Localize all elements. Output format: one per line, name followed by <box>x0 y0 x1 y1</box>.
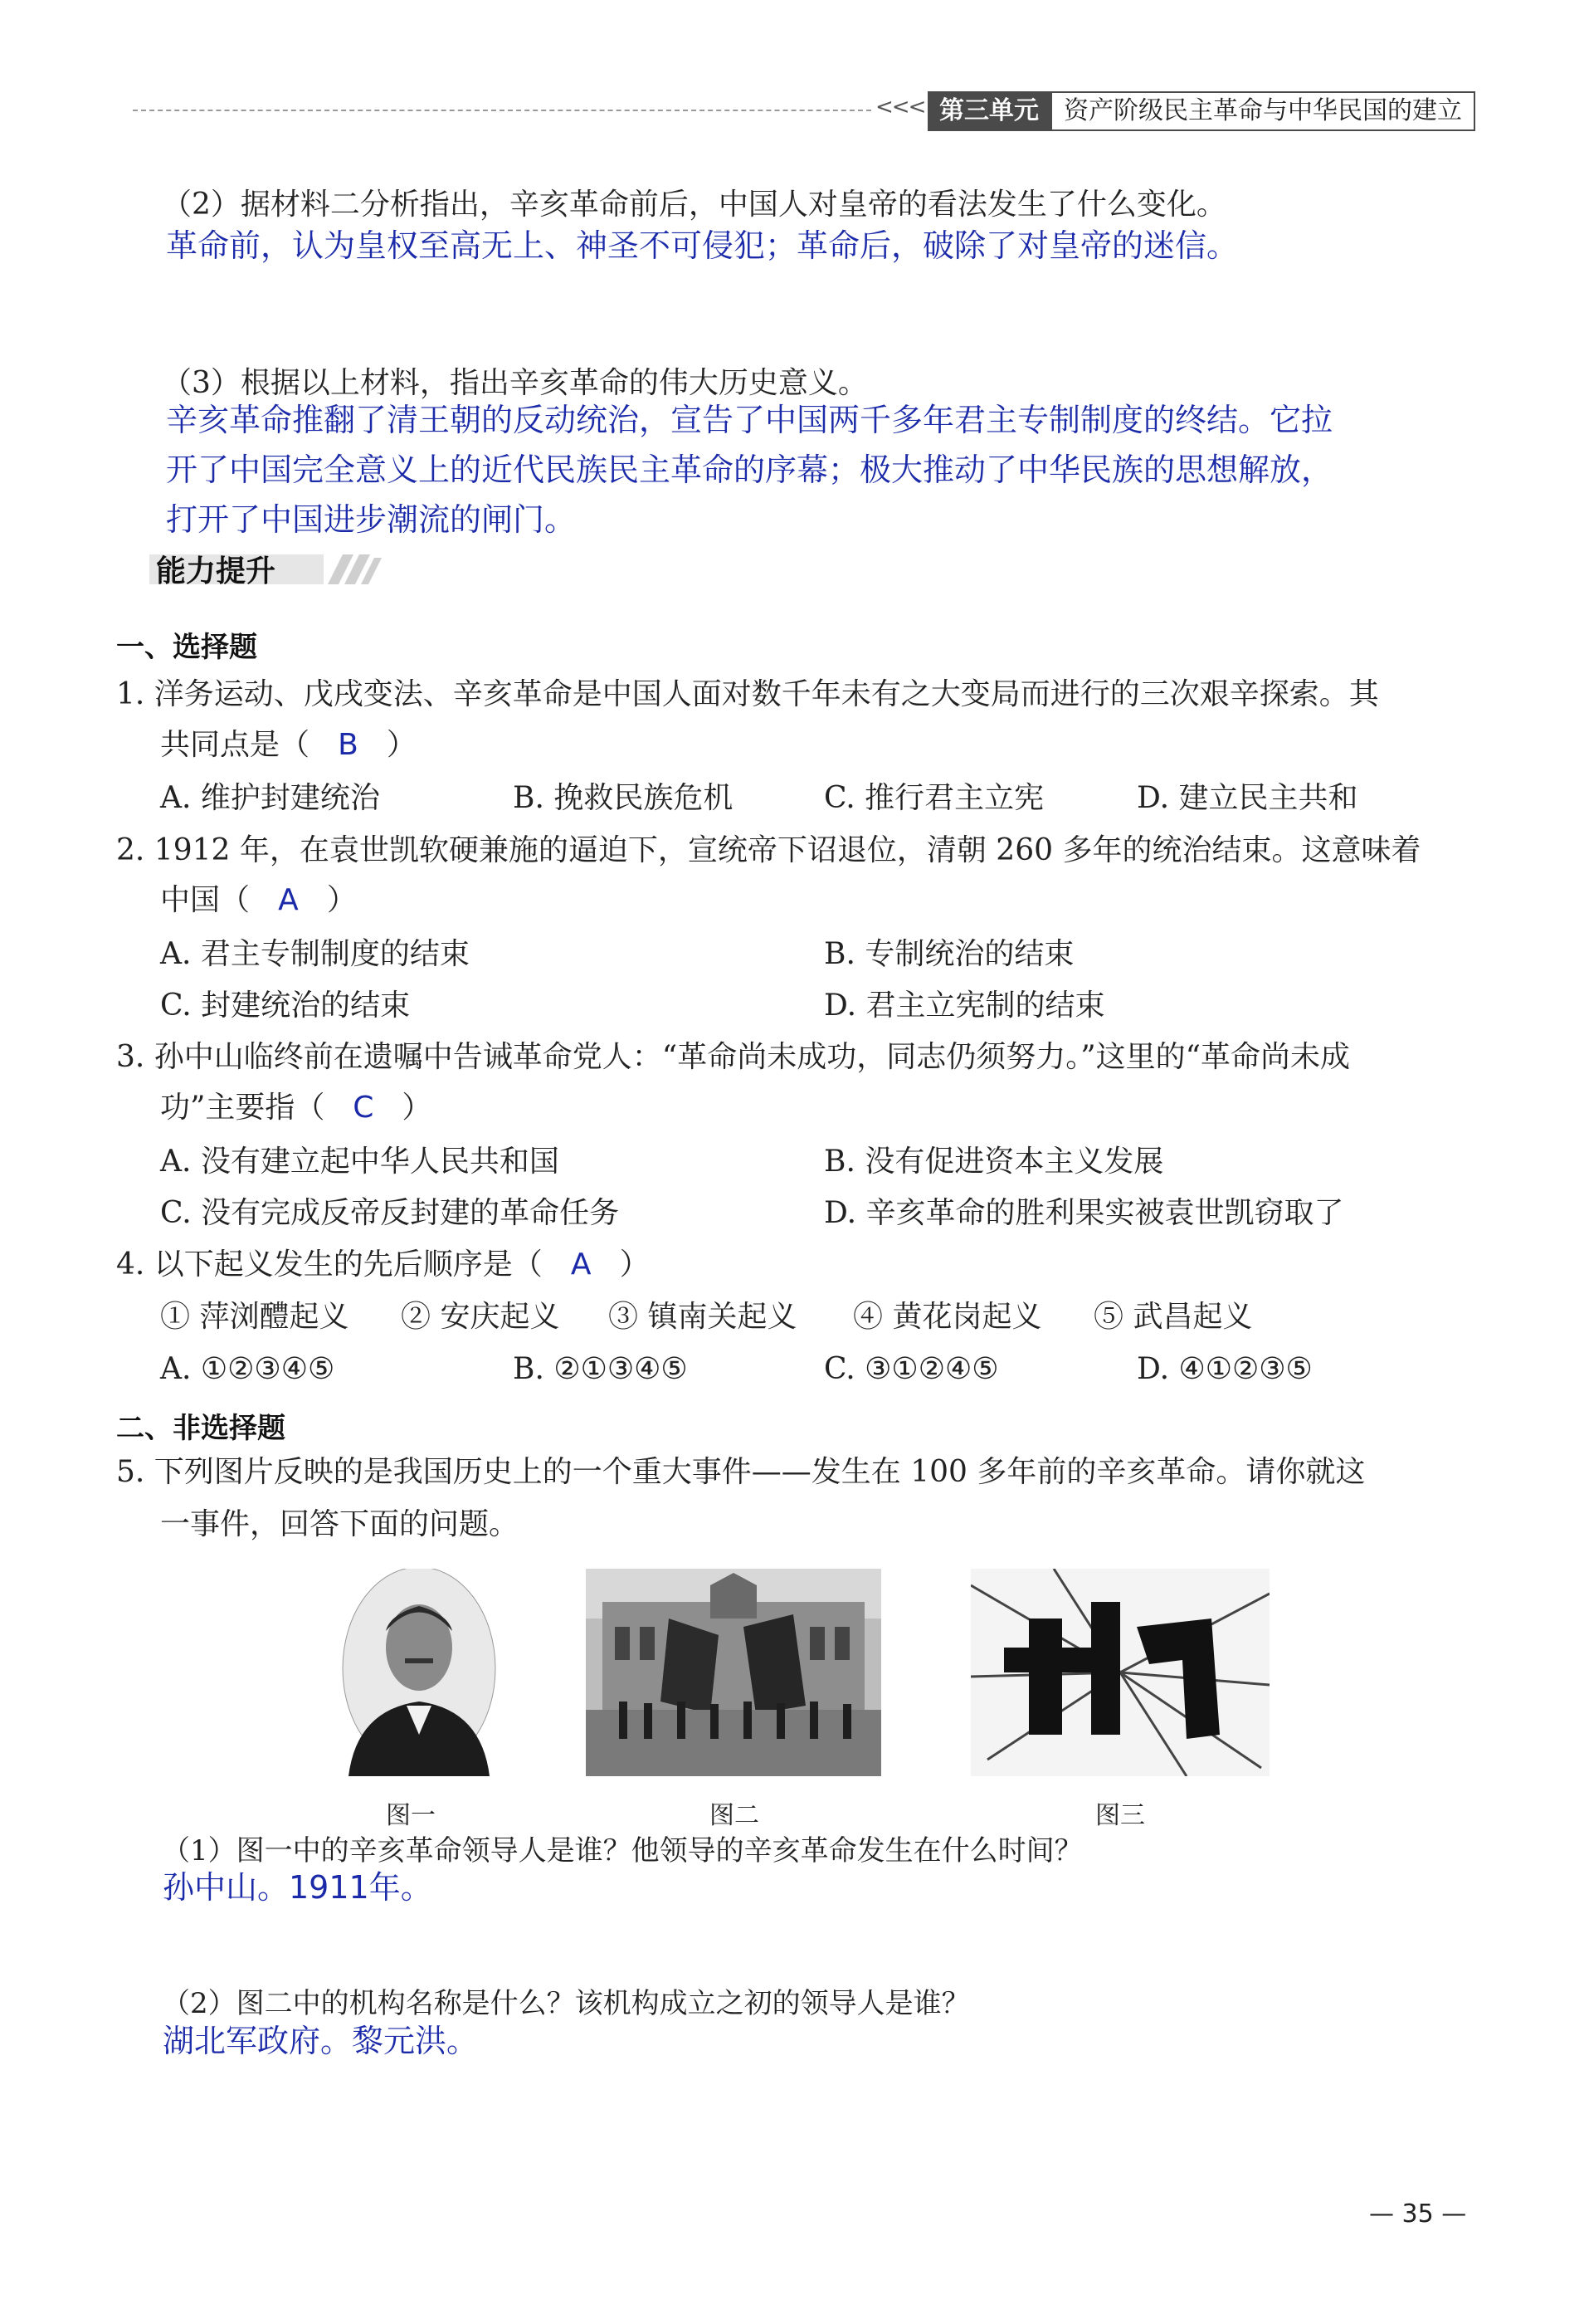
choice-3-answer: C <box>353 1091 374 1125</box>
choice-4-option-b: B. ②①③④⑤ <box>513 1352 688 1386</box>
choice-3-option-a: A. 没有建立起中华人民共和国 <box>160 1145 559 1179</box>
choice-4-option-a: A. ①②③④⑤ <box>160 1352 335 1386</box>
question-5-line-1: 5. 下列图片反映的是我国历史上的一个重大事件——发生在 100 多年前的辛亥革命。请你就这 <box>116 1455 1366 1489</box>
choice-4-item-3: ③ 镇南关起义 <box>608 1300 797 1334</box>
choice-1-option-d: D. 建立民主共和 <box>1137 781 1358 815</box>
choice-2-answer: A <box>278 883 299 917</box>
figure-1-caption: 图一 <box>386 1801 436 1830</box>
choice-3-line-2: 功”主要指（ C ） <box>160 1091 432 1125</box>
figure-3-graphic <box>971 1569 1270 1776</box>
figure-2-building-photo <box>586 1569 881 1776</box>
choice-1-option-c: C. 推行君主立宪 <box>824 781 1045 815</box>
question-5-sub-2-text: （2）图二中的机构名称是什么？该机构成立之初的领导人是谁？ <box>162 1987 970 2020</box>
figure-2-caption: 图二 <box>709 1801 759 1830</box>
page-number: — 35 — <box>1369 2200 1467 2229</box>
question-5-line-2: 一事件，回答下面的问题。 <box>160 1507 519 1541</box>
question-2-answer: 革命前，认为皇权至高无上、神圣不可侵犯；革命后，破除了对皇帝的迷信。 <box>166 227 1239 264</box>
choice-4-option-d: D. ④①②③⑤ <box>1137 1352 1313 1386</box>
unit-title: 资产阶级民主革命与中华民国的建立 <box>1050 91 1475 131</box>
choice-1-answer: B <box>338 728 358 762</box>
choice-2-option-d: D. 君主立宪制的结束 <box>824 989 1105 1023</box>
choice-3-option-b: B. 没有促进资本主义发展 <box>824 1145 1164 1179</box>
question-5-sub-2-answer: 湖北军政府。黎元洪。 <box>163 2023 479 2059</box>
question-3-answer-line-2: 开了中国完全意义上的近代民族民主革命的序幕；极大推动了中华民族的思想解放， <box>166 452 1333 488</box>
question-5-sub-1-answer: 孙中山。1911年。 <box>163 1869 432 1906</box>
choice-4-line-1: 4. 以下起义发生的先后顺序是（ A ） <box>116 1247 650 1282</box>
choice-4-item-4: ④ 黄花岗起义 <box>853 1300 1042 1334</box>
choice-1-option-b: B. 挽救民族危机 <box>513 781 734 815</box>
header-divider <box>133 110 871 111</box>
figure-3-caption: 图三 <box>1095 1801 1145 1830</box>
choice-2-option-a: A. 君主专制制度的结束 <box>160 937 470 971</box>
section-choice-title: 一、选择题 <box>116 631 257 664</box>
question-3-answer-line-1: 辛亥革命推翻了清王朝的反动统治，宣告了中国两千多年君主专制制度的终结。它拉 <box>166 402 1333 438</box>
choice-1-option-a: A. 维护封建统治 <box>160 781 380 815</box>
question-5-sub-1-text: （1）图一中的辛亥革命领导人是谁？他领导的辛亥革命发生在什么时间？ <box>162 1834 1083 1868</box>
choice-2-line-1: 2. 1912 年，在袁世凯软硬兼施的逼迫下，宣统帝下诏退位，清朝 260 多年的统治结束。这意味着 <box>116 833 1421 867</box>
header-arrows: <<< <box>875 95 925 120</box>
choice-2-option-b: B. 专制统治的结束 <box>824 937 1075 971</box>
choice-3-option-c: C. 没有完成反帝反封建的革命任务 <box>160 1196 620 1230</box>
section-nonchoice-title: 二、非选择题 <box>116 1412 285 1445</box>
choice-3-line-1: 3. 孙中山临终前在遗嘱中告诫革命党人：“革命尚未成功，同志仍须努力。”这里的“革命尚未成 <box>116 1040 1351 1074</box>
question-3-answer-line-3: 打开了中国进步潮流的闸门。 <box>166 501 577 538</box>
choice-2-option-c: C. 封建统治的结束 <box>160 989 411 1023</box>
choice-1-line-2: 共同点是（ B ） <box>160 728 417 762</box>
question-2-text: （2）据材料二分析指出，辛亥革命前后，中国人对皇帝的看法发生了什么变化。 <box>162 188 1226 222</box>
figure-1-portrait <box>340 1569 498 1776</box>
choice-4-answer: A <box>570 1247 592 1282</box>
choice-4-item-5: ⑤ 武昌起义 <box>1094 1300 1253 1334</box>
choice-4-item-1: ① 萍浏醴起义 <box>160 1300 349 1334</box>
choice-1-line-1: 1. 洋务运动、戊戌变法、辛亥革命是中国人面对数千年未有之大变局而进行的三次艰辛探索。其 <box>116 677 1379 711</box>
choice-3-option-d: D. 辛亥革命的胜利果实被袁世凯窃取了 <box>824 1196 1344 1230</box>
question-3-text: （3）根据以上材料，指出辛亥革命的伟大历史意义。 <box>162 366 868 400</box>
section-ability-title: 能力提升 <box>156 554 276 588</box>
unit-badge: 第三单元 <box>928 91 1050 131</box>
choice-4-option-c: C. ③①②④⑤ <box>824 1352 999 1386</box>
choice-2-line-2: 中国（ A ） <box>160 883 357 917</box>
choice-4-item-2: ② 安庆起义 <box>401 1300 560 1334</box>
